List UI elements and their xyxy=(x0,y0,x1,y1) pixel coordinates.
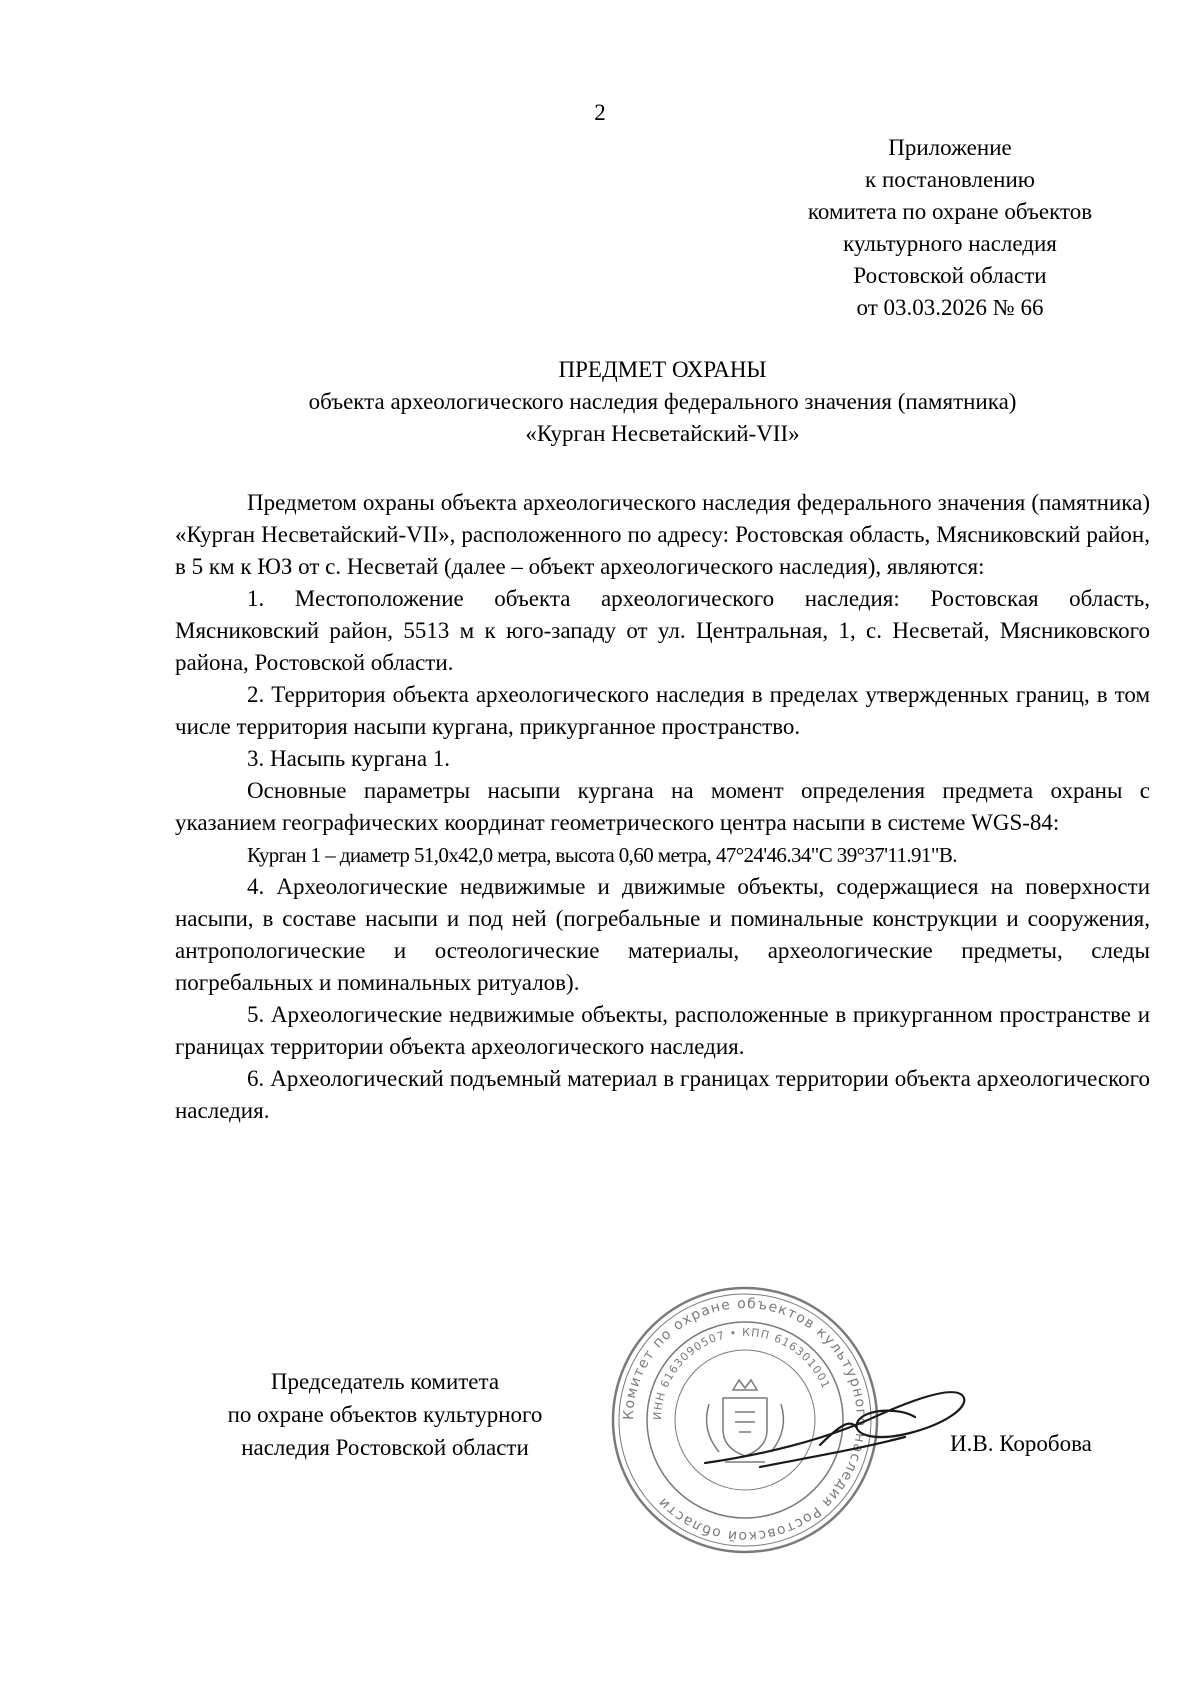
item-location: 1. Местоположение объекта археологического наследия: Ростовская область, Мясниковский район, 5513 м к юго-западу от ул. Центральная, 1, с. Несветай, Мясниковского района, Ростовской области. xyxy=(175,586,1150,675)
appendix-date-line: от 03.03.2026 № 66 xyxy=(856,295,1044,320)
document-subtitle: объекта археологического наследия федерального значения (памятника) xyxy=(308,389,1017,414)
appendix-block xyxy=(740,132,1160,324)
appendix-line: Приложение xyxy=(888,135,1012,160)
mound-parameters-paragraph: Основные параметры насыпи кургана на момент определения предмета охраны с указанием географических координат геометрического центра насыпи в системе WGS-84: xyxy=(175,778,1150,835)
item-surface-material: 6. Археологический подъемный материал в границах территории объекта археологического наследия. xyxy=(175,1066,1150,1123)
position-line: по охране объектов культурного xyxy=(227,1402,543,1427)
item-immovable-objects: 5. Археологические недвижимые объекты, расположенные в прикурганном пространстве и границах территории объекта археологического наследия. xyxy=(175,1002,1150,1059)
item-movable-objects: 4. Археологические недвижимые и движимые объекты, содержащиеся на поверхности насыпи, в составе насыпи и под ней (погребальные и поминальные конструкции и сооружения, антропологические и остеологические материалы, археологические предметы, следы погребальных и поминальных ритуалов). xyxy=(175,874,1150,995)
document-heading xyxy=(175,354,1150,450)
document-title: ПРЕДМЕТ ОХРАНЫ xyxy=(558,357,767,382)
appendix-line: Ростовской области xyxy=(853,263,1047,288)
appendix-line: культурного наследия xyxy=(843,231,1057,256)
appendix-line: комитета по охране объектов xyxy=(807,199,1093,224)
seal-outer-text-path: Комитет по охране объектов культурного наследия Ростовской области xyxy=(620,1295,870,1545)
position-line: Председатель комитета xyxy=(270,1369,500,1394)
mound-coordinates: Курган 1 – диаметр 51,0x42,0 метра, высота 0,60 метра, 47°24'46.34"С 39°37'11.91"В. xyxy=(247,843,957,867)
item-mound: 3. Насыпь кургана 1. xyxy=(247,746,451,771)
document-body xyxy=(175,487,1150,1127)
item-territory: 2. Территория объекта археологического наследия в пределах утвержденных границ, в том числе территория насыпи кургана, прикурганное пространство. xyxy=(175,682,1150,739)
page-number: 2 xyxy=(594,100,606,125)
object-name: «Курган Несветайский-VII» xyxy=(525,421,800,446)
signatory-position xyxy=(175,1365,595,1464)
position-line: наследия Ростовской области xyxy=(241,1435,529,1460)
seal-inner-text-path: ИНН 6163090507 • КПП 616301001 xyxy=(650,1325,833,1421)
appendix-line: к постановлению xyxy=(865,167,1035,192)
handwritten-signature-icon xyxy=(700,1375,970,1485)
signatory-name: И.В. Коробова xyxy=(950,1431,1092,1456)
intro-paragraph: Предметом охраны объекта археологического наследия федерального значения (памятника) «Курган Несветайский-VII», расположенного по адресу: Ростовская область, Мясниковский район, в 5 км к ЮЗ от с. Несветай (далее – объект археологического наследия), являются: xyxy=(175,490,1150,579)
